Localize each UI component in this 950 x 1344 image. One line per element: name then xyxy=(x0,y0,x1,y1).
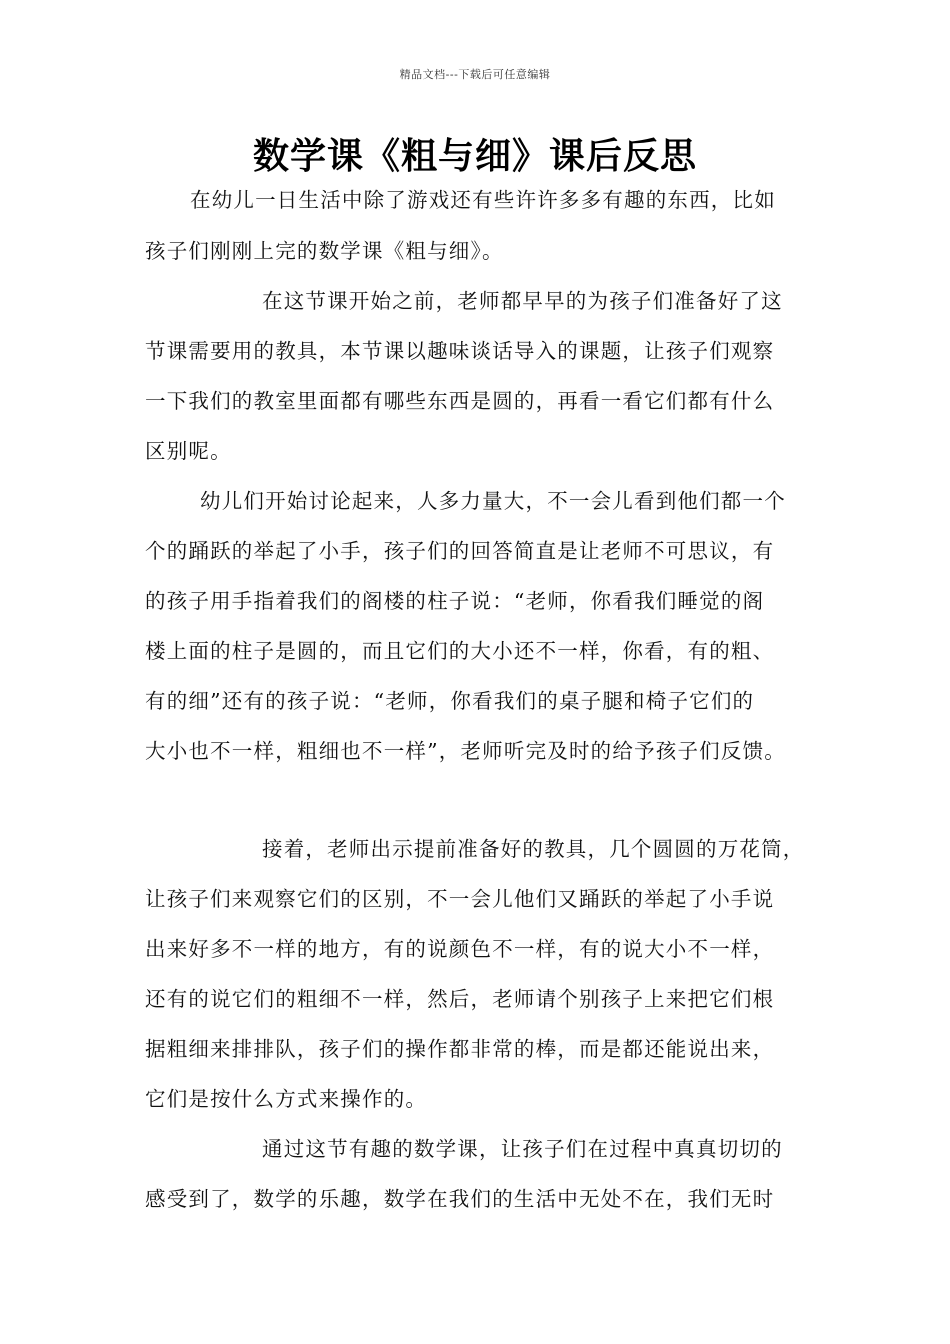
paragraph-3-line-6: 大小也不一样，粗细也不一样”，老师听完及时的给予孩子们反馈。 xyxy=(145,739,786,763)
paragraph-5-line-2: 感受到了，数学的乐趣，数学在我们的生活中无处不在，我们无时 xyxy=(145,1187,775,1211)
paragraph-4-line-6: 它们是按什么方式来操作的。 xyxy=(145,1087,428,1111)
paragraph-4-line-5: 据粗细来排排队，孩子们的操作都非常的棒，而是都还能说出来， xyxy=(145,1037,775,1061)
paragraph-4-line-3: 出来好多不一样的地方，有的说颜色不一样，有的说大小不一样， xyxy=(145,937,775,961)
paragraph-3-line-2: 个的踊跃的举起了小手，孩子们的回答简直是让老师不可思议，有 xyxy=(145,539,775,563)
document-title: 数学课《粗与细》课后反思 xyxy=(252,136,697,177)
paragraph-3-line-5: 有的细”还有的孩子说：“老师，你看我们的桌子腿和椅子它们的 xyxy=(145,689,755,713)
paragraph-2-line-1: 在这节课开始之前，老师都早早的为孩子们准备好了这 xyxy=(262,289,783,313)
paragraph-1-line-2: 孩子们刚刚上完的数学课《粗与细》。 xyxy=(145,239,504,263)
paragraph-3-line-4: 楼上面的柱子是圆的，而且它们的大小还不一样，你看，有的粗、 xyxy=(145,639,775,663)
paragraph-3-line-1: 幼儿们开始讨论起来，人多力量大，不一会儿看到他们都一个 xyxy=(200,489,786,513)
paragraph-2-line-3: 一下我们的教室里面都有哪些东西是圆的，再看一看它们都有什么 xyxy=(145,389,775,413)
paragraph-3-line-3: 的孩子用手指着我们的阁楼的柱子说：“老师，你看我们睡觉的阁 xyxy=(145,589,765,613)
paragraph-5-line-1: 通过这节有趣的数学课，让孩子们在过程中真真切切的 xyxy=(262,1137,783,1161)
paragraph-2-line-4: 区别呢。 xyxy=(145,439,232,463)
paragraph-4-line-2: 让孩子们来观察它们的区别，不一会儿他们又踊跃的举起了小手说 xyxy=(145,887,775,911)
paragraph-4-line-1: 接着，老师出示提前准备好的教具，几个圆圆的万花筒， xyxy=(262,837,805,861)
page-header: 精品文档---下载后可任意编辑 xyxy=(399,68,551,81)
paragraph-2-line-2: 节课需要用的教具，本节课以趣味谈话导入的课题，让孩子们观察 xyxy=(145,339,775,363)
paragraph-1-line-1: 在幼儿一日生活中除了游戏还有些许许多多有趣的东西，比如 xyxy=(190,188,776,212)
paragraph-4-line-4: 还有的说它们的粗细不一样，然后，老师请个别孩子上来把它们根 xyxy=(145,987,775,1011)
